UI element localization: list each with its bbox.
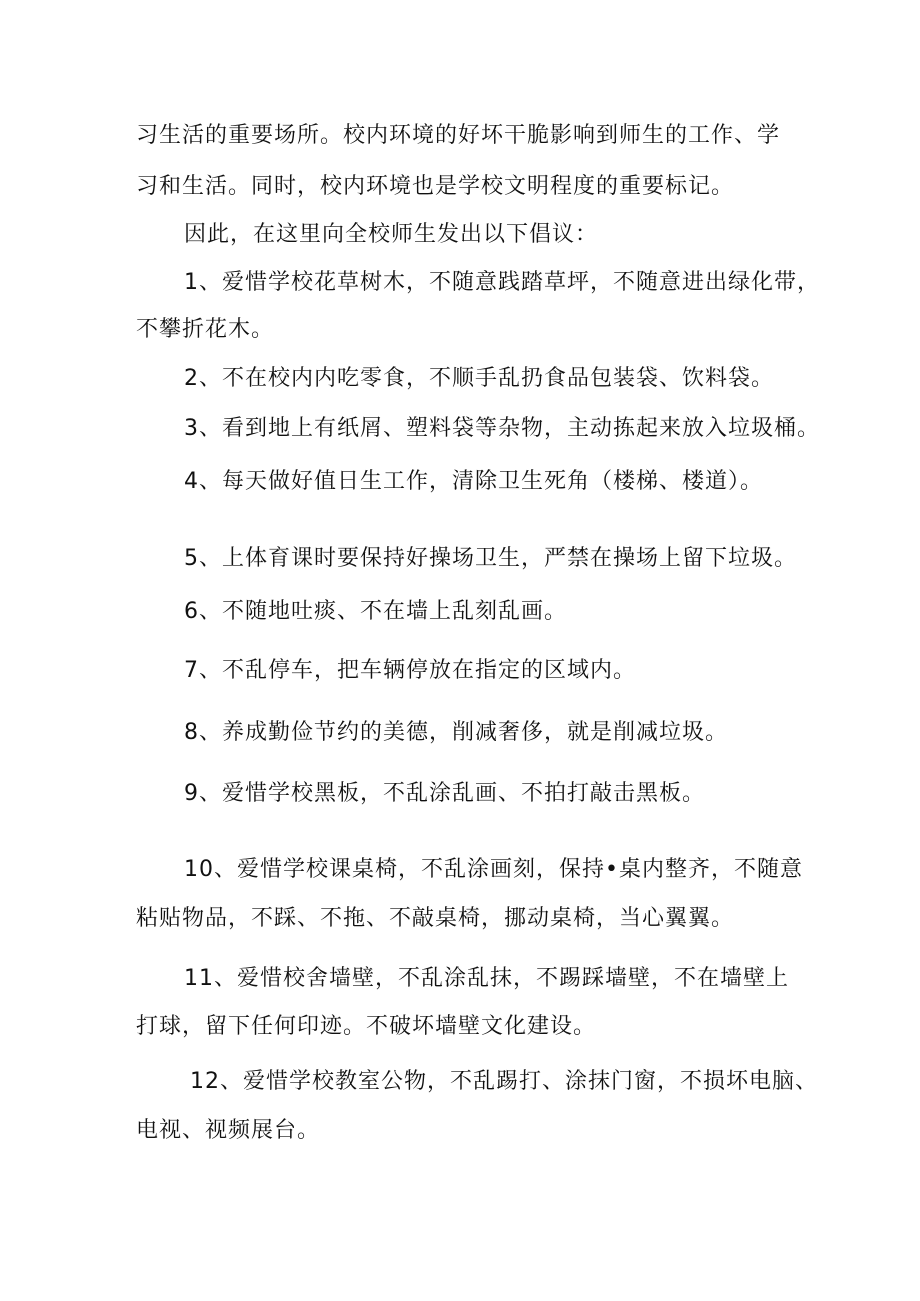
list-item-1-cont: 不攀折花木。 [136,317,275,342]
list-item-7: 7、不乱停车，把车辆停放在指定的区域内。 [184,658,636,683]
list-item-8: 8、养成勤俭节约的美德，削减奢侈，就是削减垃圾。 [184,720,728,745]
list-item-2: 2、不在校内内吃零食，不顺手乱扔食品包装袋、饮料袋。 [184,366,774,391]
list-item-9: 9、爱惜学校黑板，不乱涂乱画、不拍打敲击黑板。 [184,781,705,806]
paragraph-line: 因此，在这里向全校师生发出以下倡议： [184,222,599,247]
list-item-6: 6、不随地吐痰、不在墙上乱刻乱画。 [184,599,567,624]
list-item-11-cont: 打球，留下任何印迹。不破坏墙壁文化建设。 [136,1014,597,1039]
list-item-11: 11、爱惜校舍墙壁，不乱涂乱抹，不踢踩墙壁，不在墙壁上 [184,966,789,991]
list-item-4: 4、每天做好值日生工作，清除卫生死角（楼梯、楼道）。 [184,469,763,494]
paragraph-line: 习生活的重要场所。校内环境的好坏干脆影响到师生的工作、学 [136,123,781,148]
list-item-10-cont: 粘贴物品，不踩、不拖、不敲桌椅，挪动桌椅，当心翼翼。 [136,906,735,931]
list-item-5: 5、上体育课时要保持好操场卫生，严禁在操场上留下垃圾。 [184,546,797,571]
list-item-10: 10、爱惜学校课桌椅，不乱涂画刻，保持•桌内整齐，不随意 [184,857,803,882]
list-item-12-cont: 电视、视频展台。 [136,1118,321,1143]
list-item-3: 3、看到地上有纸屑、塑料袋等杂物，主动拣起来放入垃圾桶。 [184,416,820,441]
list-item-1: 1、爱惜学校花草树木，不随意践踏草坪，不随意进出绿化带， [184,270,820,295]
paragraph-line: 习和生活。同时，校内环境也是学校文明程度的重要标记。 [136,174,735,199]
list-item-12: 12、爱惜学校教室公物，不乱踢打、涂抹门窗，不损坏电脑、 [190,1069,818,1094]
